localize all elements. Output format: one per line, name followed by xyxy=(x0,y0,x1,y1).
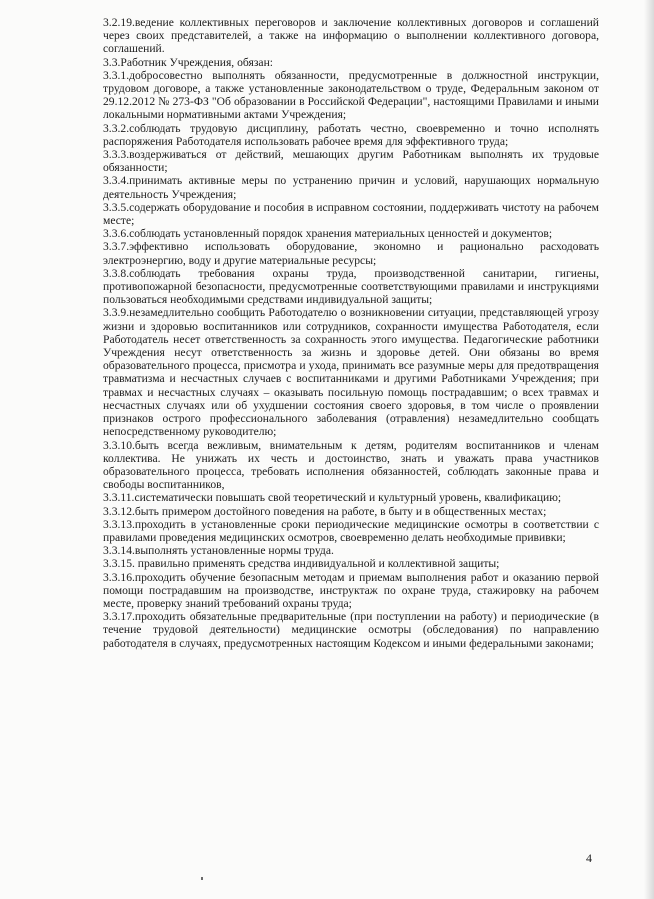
paragraph-3-3-heading: 3.3.Работник Учреждения, обязан: xyxy=(103,55,273,69)
paragraph-3-3-6: 3.3.6.соблюдать установленный порядок хранения материальных ценностей и документов; xyxy=(103,227,553,241)
paragraph-3-3-13: 3.3.13.проходить в установленные сроки периодические медицинские осмотры в соответствии с правилами проведения медицинских осмотров, своевременно делать необходимые прививки; xyxy=(103,517,599,544)
paragraph-3-3-3: 3.3.3.воздерживаться от действий, мешающих другим Работникам выполнять их трудовые обязанности; xyxy=(103,148,599,175)
paragraph-3-3-17: 3.3.17.проходить обязательные предварительные (при поступлении на работу) и периодические (в течение трудовой деятельности) медицинские осмотры (обследования) по направлению работодателя в случаях, предусмотренных настоящим Кодексом и иными федеральными законами; xyxy=(103,610,599,650)
paragraph-3-3-14: 3.3.14.выполнять установленные нормы труда. xyxy=(103,544,334,558)
paragraph-3-3-5: 3.3.5.содержать оборудование и пособия в исправном состоянии, поддерживать чистоту на рабочем месте; xyxy=(103,200,599,228)
paragraph-3-3-11: 3.3.11.систематически повышать свой теоретический и культурный уровень, квалификацию; xyxy=(103,491,562,505)
paragraph-3-3-4: 3.3.4.принимать активные меры по устранению причин и условий, нарушающих нормальную деятельность Учреждения; xyxy=(103,174,599,201)
paragraph-3-3-12: 3.3.12.быть примером достойного поведения на работе, в быту и в общественных местах; xyxy=(103,504,547,518)
paragraph-3-2-19: 3.2.19.ведение коллективных переговоров и заключение коллективных договоров и соглашений через своих представителей, а также на информацию о выполнении коллективного договора, соглашений. xyxy=(103,16,599,56)
paragraph-3-3-2: 3.3.2.соблюдать трудовую дисциплину, работать честно, своевременно и точно исполнять распоряжения Работодателя использовать рабочее время для эффективного труда; xyxy=(103,121,599,148)
paragraph-3-3-1: 3.3.1.добросовестно выполнять обязанности, предусмотренные в должностной инструкции, трудовом договоре, а также установленные законодательством о труде, Федеральным законом от 29.12.2012 № 273-ФЗ "Об образовании в Российской Федерации", настоящими Правилами и иными локальными нормативными актами Учреждения; xyxy=(103,68,599,122)
paragraph-3-3-15: 3.3.15. правильно применять средства индивидуальной и коллективной защиты; xyxy=(103,557,500,571)
page-number: 4 xyxy=(586,851,592,865)
paragraph-3-3-9: 3.3.9.незамедлительно сообщить Работодателю о возникновении ситуации, представляющей угрозу жизни и здоровью воспитанников или сотрудников, сохранности имущества Работодателя, если Работодатель несет ответственность за сохранность этого имущества. Педагогические работники Учреждения несут ответственность за жизнь и здоровье детей. Они обязаны во время образовательного процесса, присмотра и ухода, принимать все разумные меры для предотвращения травматизма и несчастных случаев с воспитанниками и другими Работниками Учреждения; при травмах и несчастных случаях – оказывать посильную помощь пострадавшим; о всех травмах и несчастных случаях или об ухудшении состояния своего здоровья, в том числе о проявлении признаков острого профессионального заболевания (отравления) незамедлительно сообщать непосредственному руководителю; xyxy=(103,306,599,439)
paragraph-3-3-16: 3.3.16.проходить обучение безопасным методам и приемам выполнения работ и оказанию первой помощи пострадавшим на производстве, инструктаж по охране труда, стажировку на рабочем месте, проверку знаний требований охраны труда; xyxy=(103,570,599,610)
page-edge-shadow xyxy=(644,0,654,899)
paragraph-3-3-10: 3.3.10.быть всегда вежливым, внимательным к детям, родителям воспитанников и членам коллектива. Не унижать их честь и достоинство, знать и уважать права участников образовательного процесса, требовать исполнения обязанностей, соблюдать законные права и свободы воспитанников, xyxy=(103,438,599,492)
document-body xyxy=(103,16,599,650)
paragraph-3-3-8: 3.3.8.соблюдать требования охраны труда, производственной санитарии, гигиены, противопожарной безопасности, предусмотренные соответствующими правилами и инструкциями пользоваться необходимыми средствами индивидуальной защиты; xyxy=(103,266,599,307)
scan-speck xyxy=(201,877,203,880)
paragraph-3-3-7: 3.3.7.эффективно использовать оборудование, экономно и рационально расходовать электроэнергию, воду и другие материальные ресурсы; xyxy=(103,240,599,267)
